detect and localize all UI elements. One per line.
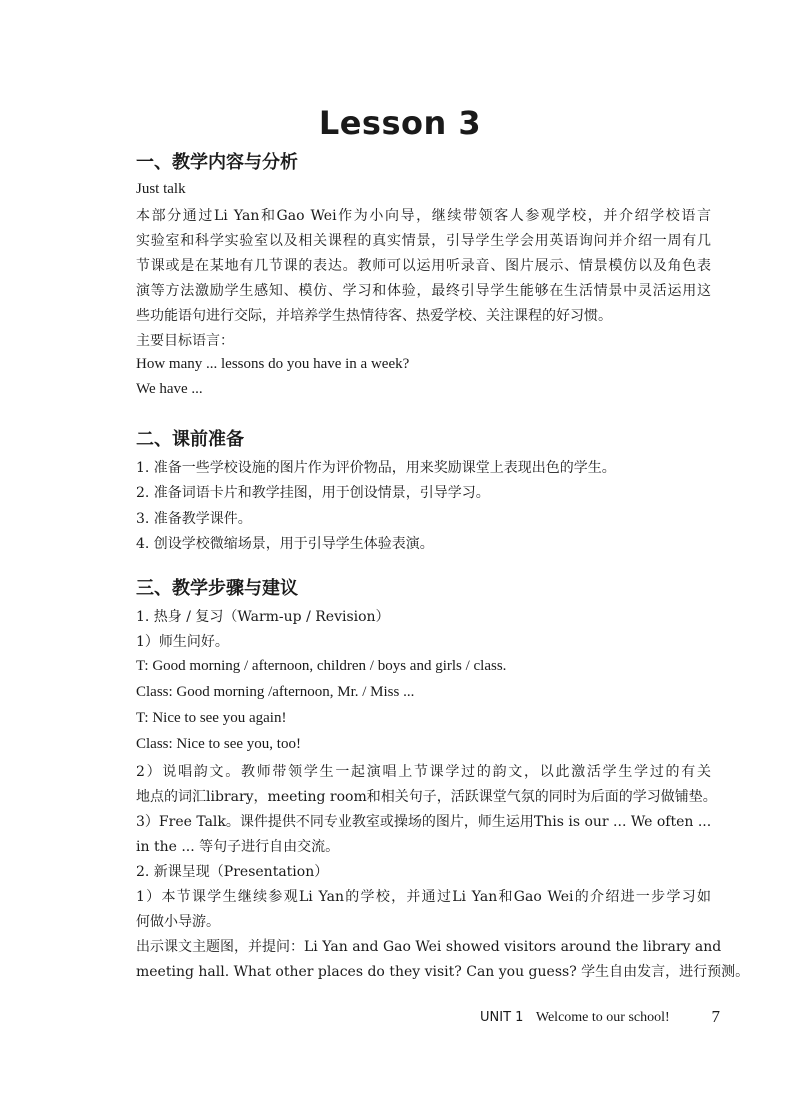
page-footer	[480, 1009, 720, 1026]
section-heading-preparation: 二、课前准备	[136, 429, 244, 450]
just-talk-label: Just talk	[136, 181, 186, 197]
lesson-title: Lesson 3	[318, 104, 482, 142]
dialog-line: Class: Nice to see you, too!	[136, 736, 301, 752]
target-language-label: 主要目标语言：	[136, 333, 234, 349]
footer-unit: UNIT 1	[480, 1010, 524, 1025]
target-language-line: We have ...	[136, 381, 203, 397]
section-heading-steps: 三、教学步骤与建议	[136, 578, 298, 599]
step-item: 地点的词汇library，meeting room和相关句子，活跃课堂气氛的同时为后面的学习做铺垫。	[136, 789, 717, 805]
footer-subtitle: Welcome to our school!	[535, 1010, 670, 1025]
step-item: 1）师生问好。	[136, 634, 229, 650]
step-item: meeting hall. What other places do they visit? Can you guess? 学生自由发言，进行预测。	[136, 964, 750, 980]
analysis-para-line: 演等方法激励学生感知、模仿、学习和体验，最终引导学生能够在生活情景中灵活运用这	[136, 283, 711, 299]
step-item: 2）说唱韵文。教师带领学生一起演唱上节课学过的韵文，以此激活学生学过的有关	[136, 764, 711, 780]
step-item: in the ... 等句子进行自由交流。	[136, 839, 340, 855]
analysis-para-line: 实验室和科学实验室以及相关课程的真实情景，引导学生学会用英语询问并介绍一周有几	[136, 233, 711, 249]
step-item: 3）Free Talk。课件提供不同专业教室或操场的图片，师生运用This is our ... We often ...	[136, 814, 712, 830]
page-number: 7	[711, 1007, 720, 1026]
prep-item: 2. 准备词语卡片和教学挂图，用于创设情景，引导学习。	[136, 485, 490, 501]
analysis-para-line: 节课或是在某地有几节课的表达。教师可以运用听录音、图片展示、情景模仿以及角色表	[136, 258, 711, 274]
analysis-para-line: 些功能语句进行交际，并培养学生热情待客、热爱学校、关注课程的好习惯。	[136, 308, 612, 324]
target-language-line: How many ... lessons do you have in a week?	[136, 356, 410, 372]
dialog-line: T: Nice to see you again!	[136, 710, 287, 726]
step-heading: 1. 热身 / 复习（Warm-up / Revision）	[136, 609, 390, 625]
step-item: 出示课文主题图，并提问：Li Yan and Gao Wei showed visitors around the library and	[136, 939, 722, 955]
analysis-para-line: 本部分通过Li Yan和Gao Wei作为小向导，继续带领客人参观学校，并介绍学校语言	[136, 208, 711, 224]
prep-item: 3. 准备教学课件。	[136, 511, 252, 527]
step-item: 何做小导游。	[136, 914, 220, 930]
step-item: 1）本节课学生继续参观Li Yan的学校，并通过Li Yan和Gao Wei的介绍进一步学习如	[136, 889, 711, 905]
section-heading-content: 一、教学内容与分析	[136, 152, 298, 173]
dialog-line: T: Good morning / afternoon, children / boys and girls / class.	[136, 658, 507, 674]
prep-item: 4. 创设学校微缩场景，用于引导学生体验表演。	[136, 536, 434, 552]
prep-item: 1. 准备一些学校设施的图片作为评价物品，用来奖励课堂上表现出色的学生。	[136, 460, 616, 476]
step-heading: 2. 新课呈现（Presentation）	[136, 864, 329, 880]
dialog-line: Class: Good morning /afternoon, Mr. / Miss ...	[136, 684, 415, 700]
